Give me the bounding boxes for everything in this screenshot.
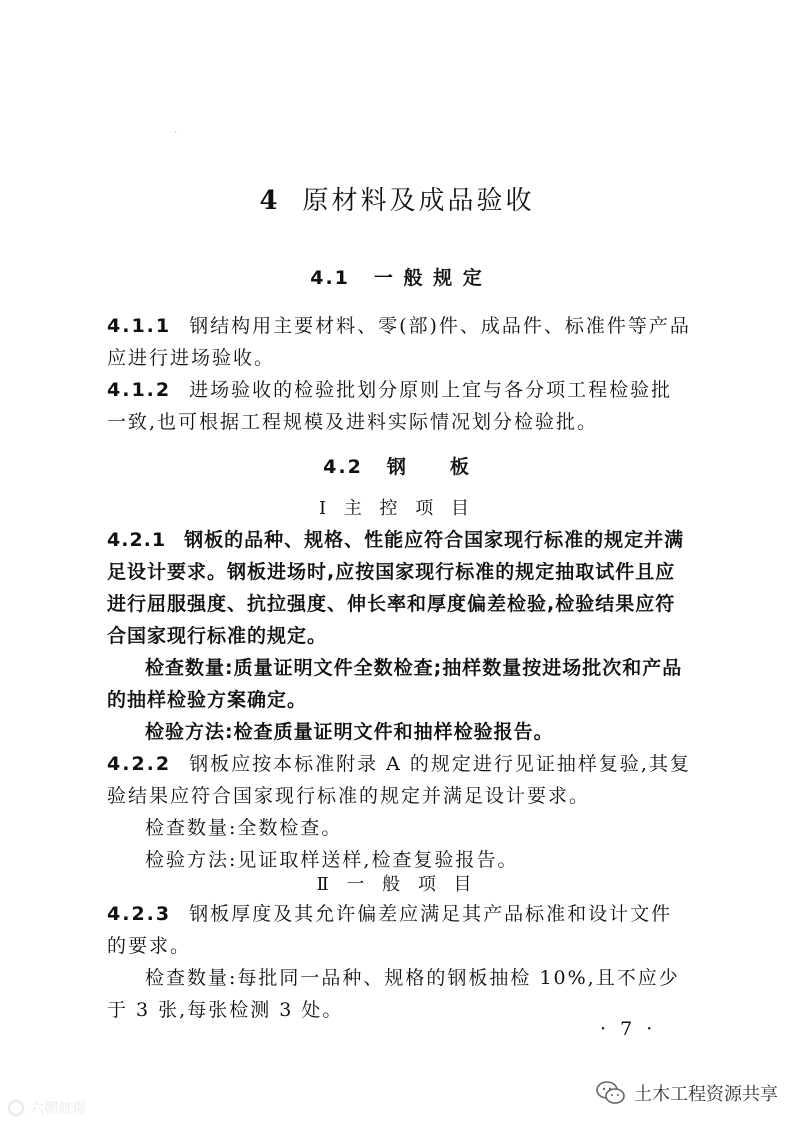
subheading-main-control: Ⅰ 主 控 项 目 [319,498,475,519]
chapter-number: 4 [259,186,281,216]
section-heading-4-2 [0,452,794,479]
clause-number: 4.2.1 [107,529,167,551]
watermark-text: 六朝渡璟 [30,1101,86,1117]
watermark-logo-icon [8,1100,24,1116]
chapter-title [0,180,794,217]
chapter-title-text: 原材料及成品验收 [302,186,535,216]
section-number: 4.2 [323,456,363,478]
wechat-icon [596,1080,626,1106]
subheading-general: Ⅱ 一 般 项 目 [316,874,478,895]
scan-speck: · [174,128,178,139]
clause-4-2-3 [107,898,691,962]
section-number: 4.1 [310,267,350,289]
clause-number: 4.1.2 [107,379,172,401]
watermark-text: 土木工程资源共享 [634,1084,778,1105]
watermark-right [596,1076,778,1110]
clause-number: 4.2.3 [107,903,172,925]
clause-4-2-2-method: 检验方法:见证取样送样,检查复验报告。 [145,849,519,871]
clause-text: 钢板的品种、规格、性能应符合国家现行标准的规定并满足设计要求。钢板进场时,应按国家现行标准的规定抽取试件且应进行屈服强度、抗拉强度、伸长率和厚度偏差检验,检验结果应符合国家现行标准的规定。 [107,529,685,647]
clause-4-2-1 [107,524,691,652]
clause-number: 4.2.2 [107,753,172,775]
clause-4-2-3-quantity: 检查数量:每批同一品种、规格的钢板抽检 10%,且不应少于 3 张,每张检测 3 处。 [107,967,680,1021]
clause-4-1-2 [107,374,691,438]
clause-4-2-1-method: 检验方法:检查质量证明文件和抽样检验报告。 [145,721,554,743]
section-title: 钢 板 [386,456,471,478]
clause-text: 钢板应按本标准附录 A 的规定进行见证抽样复验,其复验结果应符合国家现行标准的规定并满足设计要求。 [107,753,691,807]
section-heading-4-1 [0,263,794,290]
clause-text: 钢结构用主要材料、零(部)件、成品件、标准件等产品应进行进场验收。 [107,315,691,369]
clause-4-2-2 [107,748,691,812]
clause-text: 钢板厚度及其允许偏差应满足其产品标准和设计文件的要求。 [107,903,673,957]
clause-number: 4.1.1 [107,315,172,337]
section-title: 一 般 规 定 [373,267,484,289]
watermark-left [8,1098,86,1118]
clause-4-1-1 [107,310,691,374]
clause-4-2-1-quantity: 检查数量:质量证明文件全数检查;抽样数量按进场批次和产品的抽样检验方案确定。 [107,657,683,711]
page-number: · 7 · [600,1018,657,1040]
clause-text: 进场验收的检验批划分原则上宜与各分项工程检验批一致,也可根据工程规模及进料实际情况划分检验批。 [107,379,673,433]
clause-4-2-2-quantity: 检查数量:全数检查。 [145,817,343,839]
